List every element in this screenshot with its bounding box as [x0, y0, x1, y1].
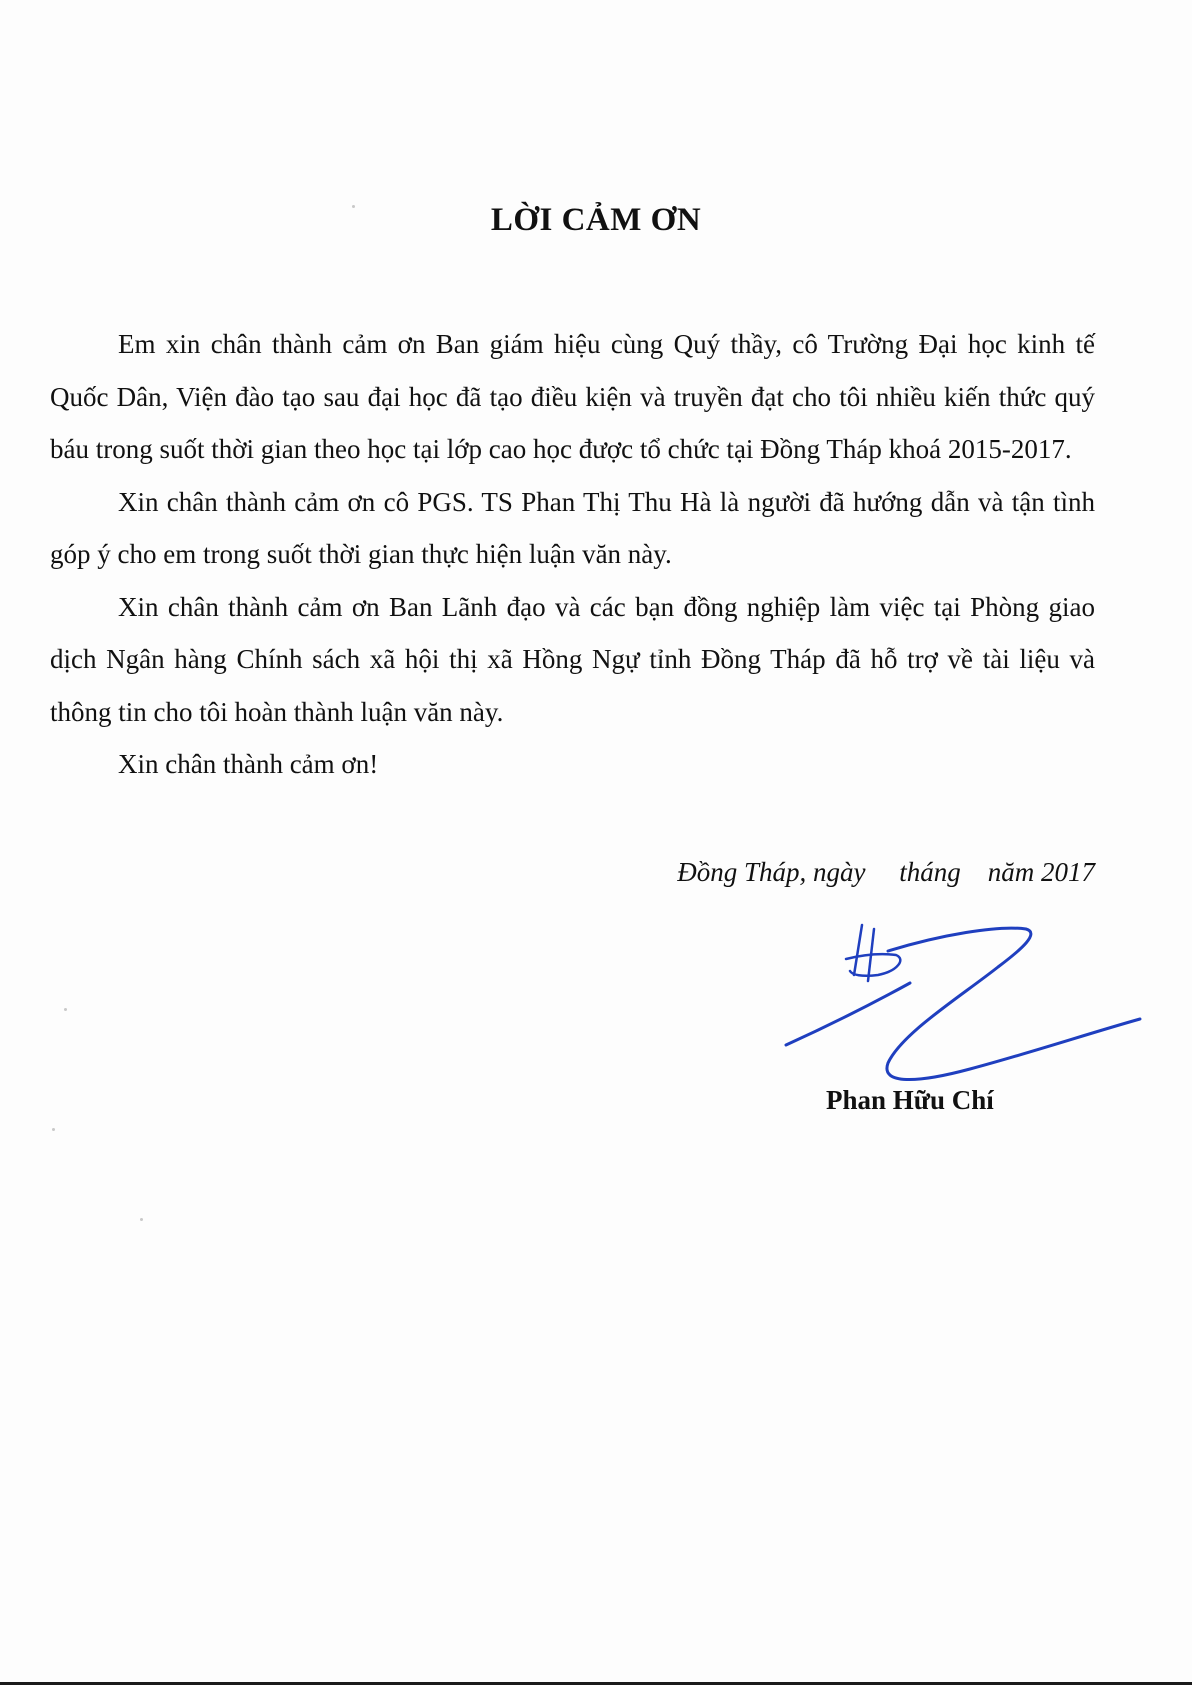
signer-name: Phan Hữu Chí [826, 1085, 994, 1115]
handwritten-signature [770, 915, 1150, 1095]
scan-speck [52, 1128, 55, 1131]
paragraph: Xin chân thành cảm ơn! [118, 749, 379, 779]
signature-strokes [786, 925, 1140, 1080]
paragraph: Xin chân thành cảm ơn cô PGS. TS Phan Thị Thu Hà là người đã hướng dẫn và tận tình góp ý cho em trong suốt thời gian thực hiện luận văn này. [50, 486, 1095, 569]
scan-speck [140, 1218, 143, 1221]
date-place-line: Đồng Tháp, ngày tháng năm 2017 [677, 857, 1095, 887]
paragraph: Em xin chân thành cảm ơn Ban giám hiệu cùng Quý thầy, cô Trường Đại học kinh tế Quốc Dân, Viện đào tạo sau đại học đã tạo điều kiện và truyền đạt cho tôi nhiều kiến thức quý báu trong suốt thời gian theo học tại lớp cao học được tổ chức tại Đồng Tháp khoá 2015-2017. [50, 329, 1095, 464]
paragraph: Xin chân thành cảm ơn Ban Lãnh đạo và các bạn đồng nghiệp làm việc tại Phòng giao dịch Ngân hàng Chính sách xã hội thị xã Hồng Ngự tỉnh Đồng Tháp đã hỗ trợ về tài liệu và thông tin cho tôi hoàn thành luận văn này. [50, 591, 1095, 727]
acknowledgement-body [50, 318, 1095, 791]
scan-speck [64, 1008, 67, 1011]
page-title: LỜI CẢM ƠN [490, 202, 702, 238]
